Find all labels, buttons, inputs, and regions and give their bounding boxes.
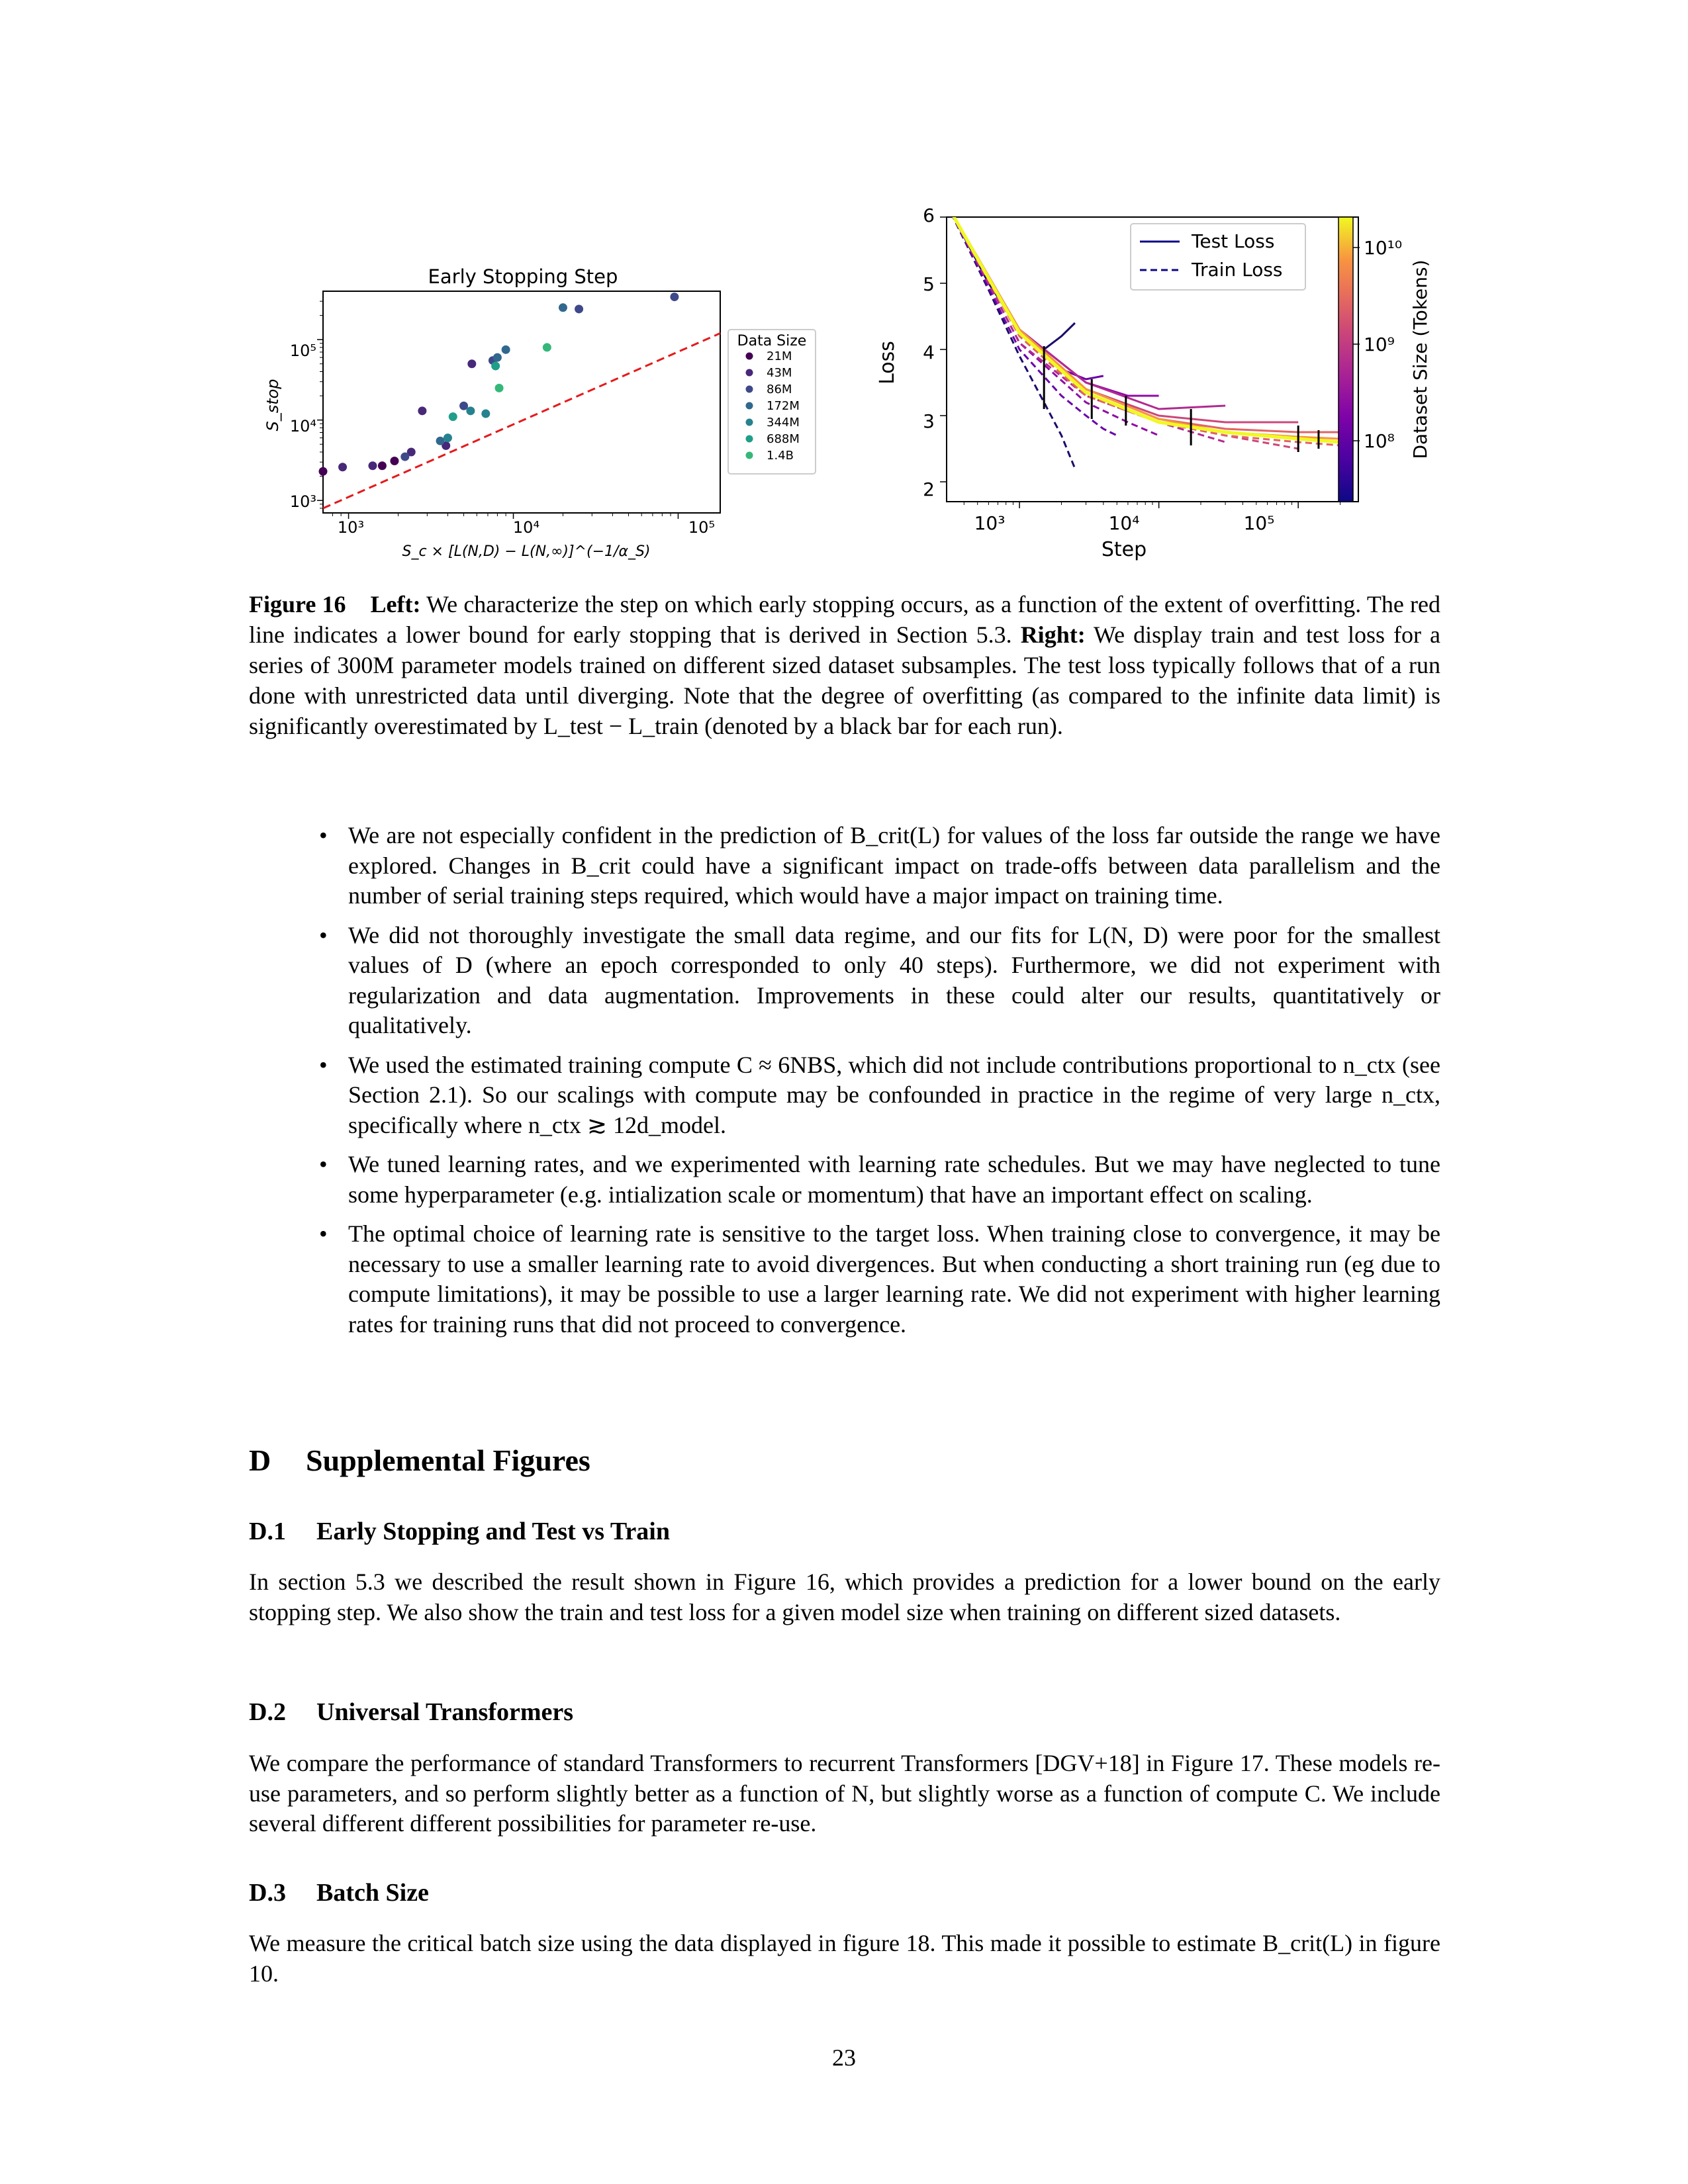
left-plot-frame [323, 291, 720, 513]
left-ytick-3: 10⁵ [289, 341, 316, 360]
data-point [444, 433, 452, 442]
right-ytick-2: 2 [923, 478, 935, 500]
section-title: Supplemental Figures [306, 1443, 590, 1477]
data-point [338, 463, 347, 471]
legend-label: 344M [767, 416, 800, 430]
left-yaxis-label: S_stop [263, 379, 282, 432]
left-ytick-1: 10³ [289, 492, 316, 511]
data-point [575, 304, 583, 313]
subsection-number: D.3 [249, 1879, 286, 1907]
page-number: 23 [832, 2044, 856, 2071]
left-chart-title: Early Stopping Step [428, 265, 618, 288]
colorbar-tick-1e10: 10¹⁰ [1364, 237, 1403, 259]
subsection-title: Batch Size [316, 1879, 429, 1907]
paragraph-d1: In section 5.3 we described the result shown in Figure 16, which provides a prediction for a lower bound on the early stopping step. We also show the train and test loss for a given model size when training on different sized datasets. [249, 1569, 1440, 1625]
data-point [495, 384, 504, 392]
caption-right-text: We display train and test loss for a series of 300M parameter models trained on different sized dataset subsamples. The test loss typically follows that of a run done with unrestricted data until diverging. Note that the degree of overfitting (as compared to the infinite data limit) is significantly overestimated by L_test − L_train (denoted by a black bar for each run). [249, 621, 1440, 739]
test-loss-curve [947, 204, 1103, 379]
colorbar-tick-1e9: 10⁹ [1364, 334, 1395, 355]
legend-marker [746, 369, 753, 377]
subsection-heading-d3 [249, 1878, 429, 1907]
data-point [493, 353, 502, 362]
list-item: • We did not thoroughly investigate the small data regime, and our fits for L(N, D) were poor for the smallest values of D (where an epoch corresponded to only 40 steps). Furthermore, we did not experiment with regularization and data augmentation. Improvements in these could alter our results, quantitatively or qualitatively. [311, 921, 1440, 1041]
right-yaxis-label: Loss [876, 341, 899, 385]
left-xtick-3: 10⁵ [688, 518, 716, 537]
legend-label: 43M [767, 366, 792, 380]
left-xtick-1: 10³ [337, 518, 365, 537]
legend-marker [746, 419, 753, 426]
list-item: • The optimal choice of learning rate is sensitive to the target loss. When training close to convergence, it may be necessary to use a smaller learning rate to avoid divergences. But when conducting a short training run (eg due to compute limitations), it may be possible to use a larger learning rate. We did not experiment with higher learning rates for training runs that did not proceed to convergence. [311, 1219, 1440, 1340]
legend-label: 21M [767, 349, 792, 363]
right-ytick-3: 3 [923, 410, 935, 432]
subsection-heading-d2 [249, 1698, 573, 1727]
legend-label: 86M [767, 383, 792, 396]
legend-train-loss: Train Loss [1192, 259, 1283, 281]
legend-marker [746, 435, 753, 443]
legend-marker [746, 386, 753, 393]
list-item: • We are not especially confident in the prediction of B_crit(L) for values of the loss far outside the range we have explored. Changes in B_crit could have a significant impact on trade-offs between data parallelism and the number of serial training steps required, which would have a major impact on training time. [311, 821, 1440, 911]
subsection-title: Universal Transformers [316, 1698, 574, 1726]
data-point [491, 362, 500, 371]
left-plot-area [319, 293, 721, 508]
train-loss-curve [947, 204, 1159, 435]
legend-label: 1.4B [767, 449, 794, 463]
legend-label: 688M [767, 432, 800, 446]
left-ytick-2: 10⁴ [289, 417, 316, 435]
subsection-title: Early Stopping and Test vs Train [316, 1518, 670, 1545]
legend-label: 172M [767, 399, 800, 413]
list-item: • We used the estimated training compute C ≈ 6NBS, which did not include contributions proportional to n_ctx (see Section 2.1). So our scalings with compute may be confounded in practice in the regime of very large n_ctx, specifically where n_ctx ≳ 12d_model. [311, 1050, 1440, 1141]
data-point [418, 406, 426, 415]
data-point [466, 406, 475, 415]
data-point [559, 303, 567, 312]
caption-label: Figure 16 [249, 591, 346, 617]
left-xtick-2: 10⁴ [512, 518, 540, 537]
limitations-list [311, 821, 1440, 1349]
left-xaxis-label: S_c × [L(N,D) − L(N,∞)]^(−1/α_S) [402, 543, 651, 560]
colorbar-gradient [1338, 217, 1353, 502]
colorbar-tick-1e8: 10⁸ [1364, 430, 1395, 452]
data-point [378, 461, 387, 470]
left-legend [728, 330, 816, 474]
list-item: • We tuned learning rates, and we experimented with learning rate schedules. But we may have neglected to tune some hyperparameter (e.g. intialization scale or momentum) that have an important effect on scaling. [311, 1150, 1440, 1210]
figure-caption [249, 589, 1440, 741]
section-heading [249, 1443, 590, 1478]
right-ytick-labels [923, 205, 935, 500]
legend-marker [746, 452, 753, 459]
legend-marker [746, 402, 753, 410]
caption-right-label: Right: [1020, 621, 1086, 648]
data-point [319, 467, 328, 476]
data-point [481, 410, 490, 418]
section-number: D [249, 1443, 271, 1477]
legend-test-loss: Test Loss [1192, 230, 1275, 252]
data-point [502, 345, 510, 354]
colorbar [1338, 217, 1431, 502]
right-ytick-5: 5 [923, 273, 935, 295]
left-legend-title: Data Size [737, 333, 807, 349]
subsection-number: D.1 [249, 1518, 286, 1545]
subsection-number: D.2 [249, 1698, 286, 1726]
lower-bound-line [323, 334, 720, 508]
right-ytick-4: 4 [923, 341, 935, 363]
data-point [543, 343, 551, 351]
subsection-heading-d1 [249, 1517, 670, 1546]
data-point [670, 293, 679, 301]
right-xaxis-label: Step [1101, 538, 1147, 561]
figure-16 [0, 0, 1688, 582]
data-point [368, 461, 377, 470]
caption-left-text: We characterize the step on which early stopping occurs, as a function of the extent of overfitting. The red line indicates a lower bound for early stopping that is derived in Section 5.3. [249, 591, 1441, 648]
right-legend [1131, 224, 1305, 290]
data-point [467, 359, 476, 368]
paragraph-d2: We compare the performance of standard Transformers to recurrent Transformers [DGV+18] in Figure 17. These models re-use parameters, and so perform slightly better as a function of N, but slightly worse as a function of compute C. We include several different different possibilities for parameter re-use. [249, 1750, 1440, 1837]
data-point [400, 453, 409, 461]
left-chart [263, 265, 816, 560]
paragraph-d3: We measure the critical batch size using the data displayed in figure 18. This made it possible to estimate B_crit(L) in figure 10. [249, 1930, 1440, 1987]
legend-marker [746, 353, 753, 360]
data-point [390, 457, 399, 465]
right-ytick-6: 6 [923, 205, 935, 226]
right-xtick-1: 10³ [974, 512, 1006, 534]
right-chart [876, 204, 1431, 561]
caption-left-label: Left: [370, 591, 421, 617]
data-point [449, 412, 457, 421]
data-point [436, 437, 445, 445]
right-xtick-2: 10⁴ [1108, 512, 1140, 534]
colorbar-label: Dataset Size (Tokens) [1409, 259, 1431, 459]
right-xtick-3: 10⁵ [1243, 512, 1275, 534]
